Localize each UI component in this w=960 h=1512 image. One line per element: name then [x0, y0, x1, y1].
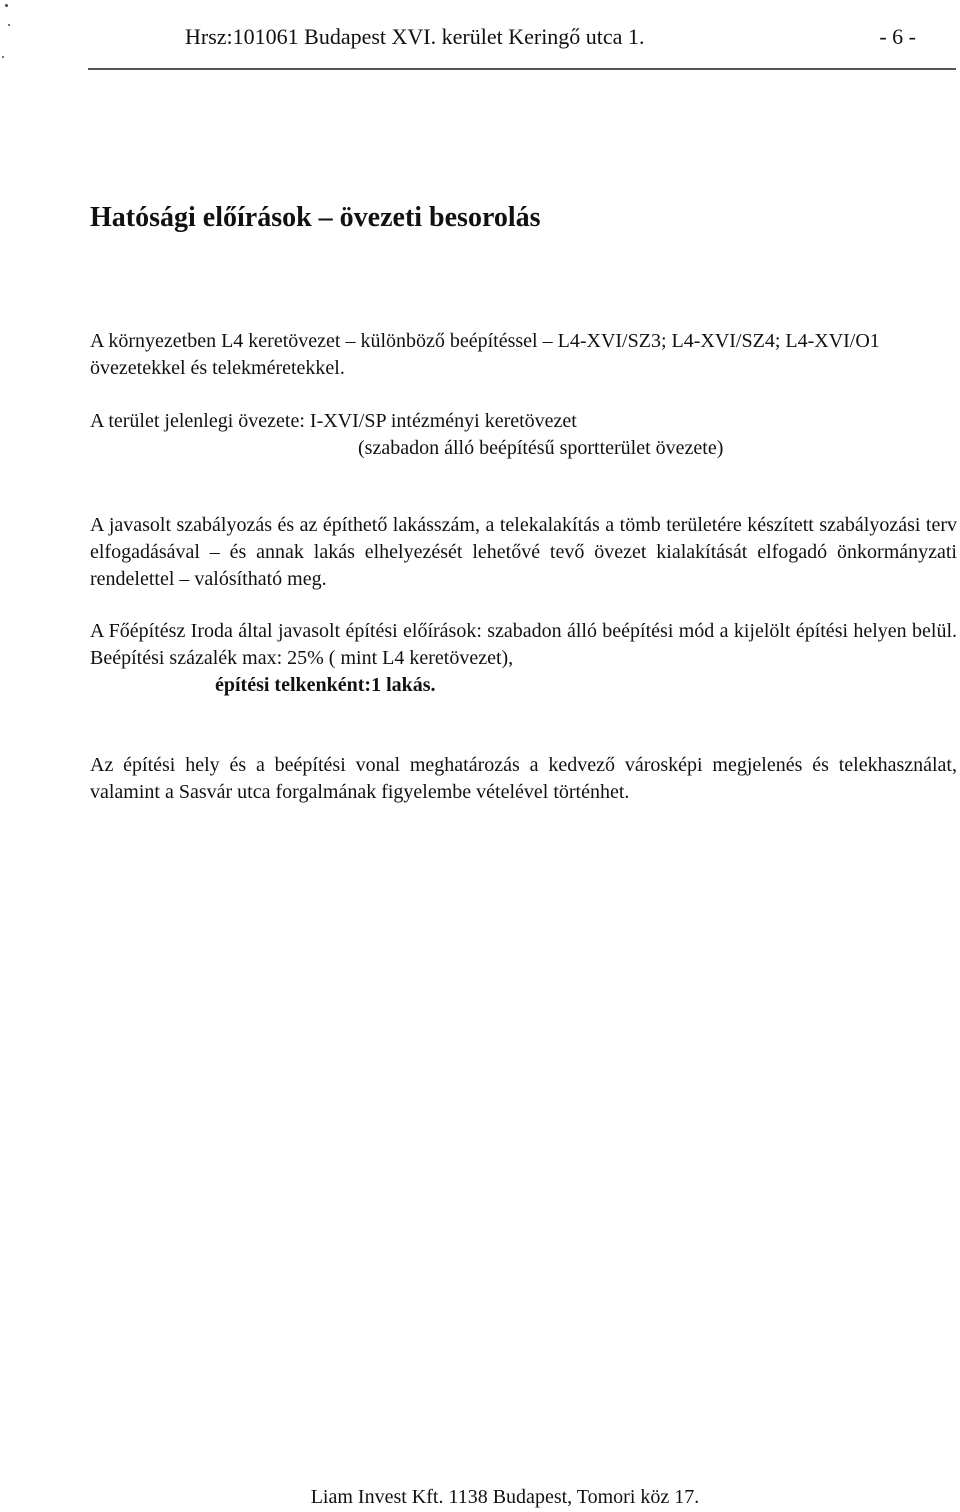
current-zone-line: A terület jelenlegi övezete: I-XVI/SP intézményi keretövezet: [90, 410, 577, 432]
building-rules-highlight: építési telkenként:1 lakás.: [215, 674, 436, 696]
scan-speck: [8, 24, 10, 26]
header-divider: [88, 68, 956, 70]
page-header: [185, 22, 916, 52]
section-title: Hatósági előírások – övezeti besorolás: [90, 202, 541, 233]
page-number: - 6 -: [879, 24, 916, 49]
scan-speck: [5, 4, 8, 7]
building-rules-text: A Főépítész Iroda által javasolt építési előírások: szabadon álló beépítési mód a kijelölt építési helyen belül. Beépítési százalék max: 25% ( mint L4 keretövezet),: [90, 620, 957, 669]
paragraph-regulation: A javasolt szabályozás és az építhető lakásszám, a telekalakítás a tömb területére készített szabályozási terv elfogadásával – és annak lakás elhelyezését lehetővé tevő övezet kialakítását elfogadó önkormányzati rendelettel – valósítható meg.: [90, 514, 957, 590]
paragraph-current-zone: [90, 408, 957, 462]
scan-speck: [2, 56, 4, 58]
paragraph-building-rules: [90, 618, 957, 699]
page-footer: Liam Invest Kft. 1138 Budapest, Tomori köz 17.: [310, 1486, 700, 1508]
header-address: Hrsz:101061 Budapest XVI. kerület Keringő utca 1.: [185, 24, 645, 49]
paragraph-surroundings: A környezetben L4 keretövezet – különböző beépítéssel – L4-XVI/SZ3; L4-XVI/SZ4; L4-XVI/O1 övezetekkel és telekméretekkel.: [90, 330, 880, 379]
current-zone-description: (szabadon álló beépítésű sportterület övezete): [358, 437, 724, 459]
paragraph-building-line: Az építési hely és a beépítési vonal meghatározás a kedvező városképi megjelenés és telekhasználat, valamint a Sasvár utca forgalmának figyelembe vételével történhet.: [90, 754, 957, 803]
